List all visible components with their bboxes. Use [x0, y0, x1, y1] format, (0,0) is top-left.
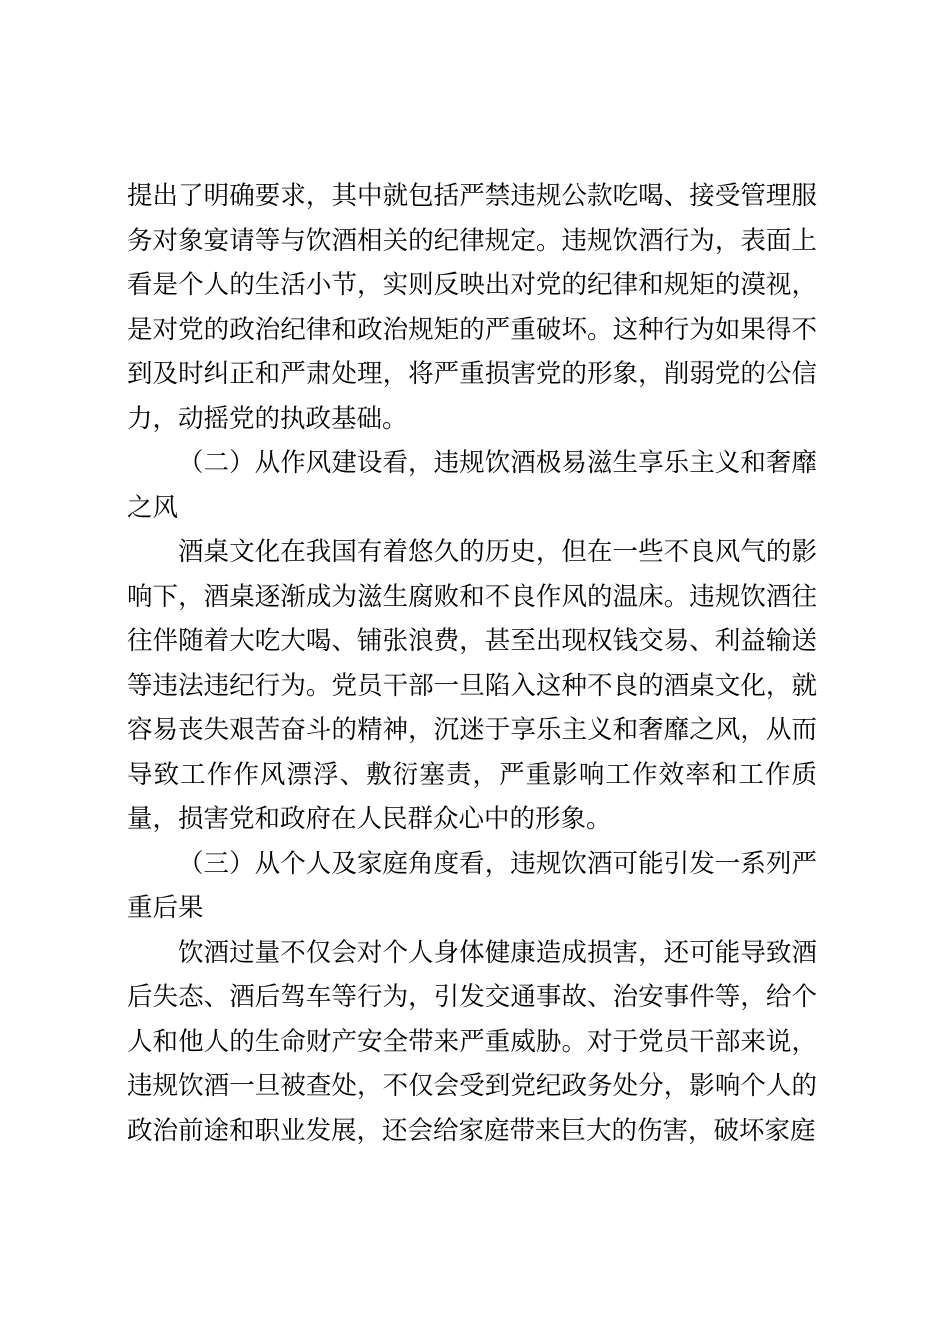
paragraph-personal-consequences: 饮酒过量不仅会对个人身体健康造成损害，还可能导致酒后失态、酒后驾车等行为，引发交通事故、治安事件等，给个人和他人的生命财产安全带来严重威胁。对于党员干部来说，违规饮酒一旦被查处，不仅会受到党纪政务处分，影响个人的政治前途和职业发展，还会给家庭带来巨大的伤害，破坏家庭: [127, 937, 817, 1146]
section-heading-personal-family: （三）从个人及家庭角度看，违规饮酒可能引发一系列严重后果: [127, 848, 817, 923]
paragraph-drinking-culture: 酒桌文化在我国有着悠久的历史，但在一些不良风气的影响下，酒桌逐渐成为滋生腐败和不良作风的温床。违规饮酒往往伴随着大吃大喝、铺张浪费，甚至出现权钱交易、利益输送等违法违纪行为。党员干部一旦陷入这种不良的酒桌文化，就容易丧失艰苦奋斗的精神，沉迷于享乐主义和奢靡之风，从而导致工作作风漂浮、敷衍塞责，严重影响工作效率和工作质量，损害党和政府在人民群众心中的形象。: [127, 537, 817, 834]
paragraph-discipline-rules: 提出了明确要求，其中就包括严禁违规公款吃喝、接受管理服务对象宴请等与饮酒相关的纪律规定。违规饮酒行为，表面上看是个人的生活小节，实则反映出对党的纪律和规矩的漠视，是对党的政治纪律和政治规矩的严重破坏。这种行为如果得不到及时纠正和严肃处理，将严重损害党的形象，削弱党的公信力，动摇党的执政基础。: [127, 181, 817, 434]
section-heading-work-style: （二）从作风建设看，违规饮酒极易滋生享乐主义和奢靡之风: [127, 448, 817, 523]
document-body: [127, 174, 817, 1153]
